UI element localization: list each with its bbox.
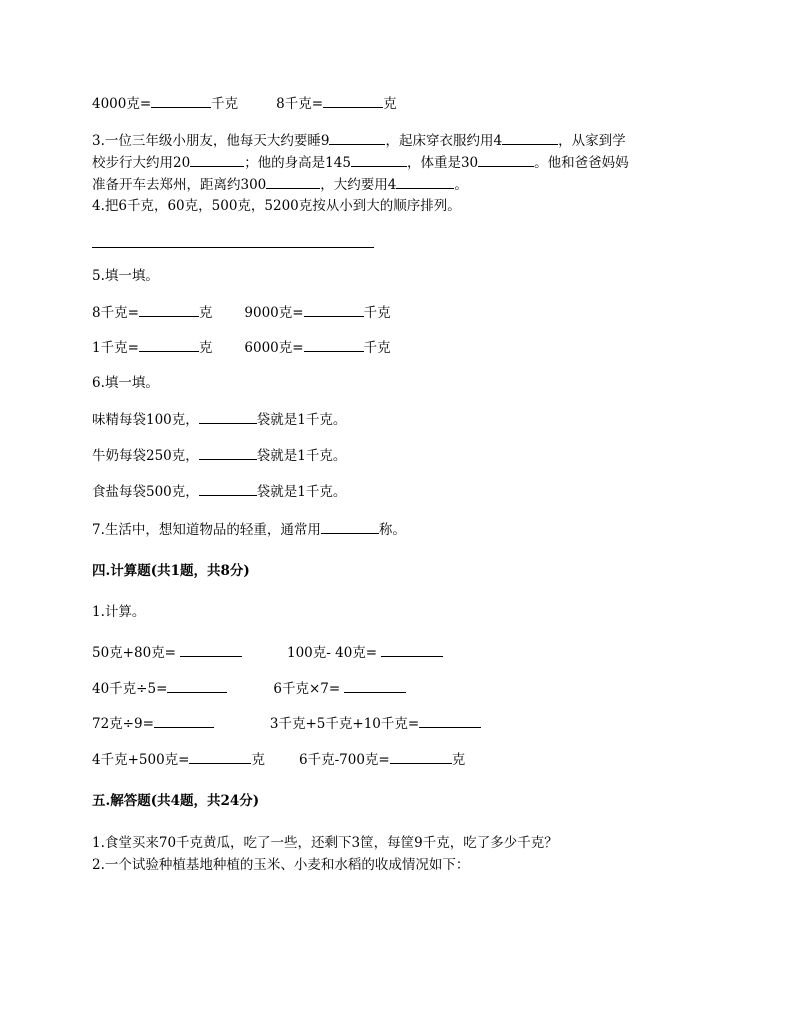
text: 6千克×7= [273, 681, 341, 697]
text: 克 [198, 305, 213, 321]
question-3-line-2 [92, 152, 629, 173]
answer-blank[interactable] [139, 337, 199, 352]
question-6-title: 6.填一填。 [92, 375, 159, 391]
answer-blank[interactable] [199, 409, 257, 424]
text: 准备开车去郑州，距离约300 [92, 177, 267, 193]
text: 8千克= [276, 96, 324, 112]
text: 100克- 40克= [286, 645, 378, 661]
text: 4000克= [92, 96, 152, 112]
answer-blank[interactable] [199, 445, 257, 460]
text: ，从家到学 [558, 133, 626, 149]
answer-blank[interactable] [199, 481, 257, 496]
text: 1千克= [92, 340, 139, 356]
text: 8千克= [92, 305, 139, 321]
question-6-row-2 [92, 445, 346, 466]
question-4: 4.把6千克，60克，500克，5200克按从小到大的顺序排列。 [92, 198, 461, 214]
answer-blank[interactable] [321, 519, 379, 534]
text: ，大约要用4 [320, 177, 397, 193]
section-5-heading: 五.解答题(共4题，共24分) [92, 793, 260, 809]
text: 袋就是1千克。 [256, 412, 347, 428]
answer-blank[interactable] [478, 152, 534, 167]
answer-blank[interactable] [154, 713, 214, 728]
text: 40千克÷5= [92, 681, 168, 697]
question-6-row-3 [92, 481, 346, 502]
text: 4千克+500克= [92, 752, 190, 768]
text: 9000克= [244, 305, 304, 321]
text: 千克 [211, 96, 239, 112]
answer-blank[interactable] [190, 152, 244, 167]
question-3-line-1 [92, 130, 626, 151]
answer-blank[interactable] [381, 642, 443, 657]
text: 克 [451, 752, 466, 768]
answer-blank[interactable] [139, 302, 199, 317]
text: 味精每袋100克， [92, 412, 199, 428]
answer-blank[interactable] [329, 130, 385, 145]
answer-blank[interactable] [151, 93, 211, 108]
text: 千克 [363, 340, 391, 356]
text: 克 [251, 752, 265, 768]
answer-blank[interactable] [323, 93, 383, 108]
text: 3.一位三年级小朋友，他每天大约要睡9 [92, 133, 330, 149]
text: ，体重是30 [406, 155, 479, 171]
question-5-title: 5.填一填。 [92, 268, 159, 284]
question-5-row-2 [92, 337, 391, 358]
text: 6000克= [244, 340, 304, 356]
text: ，起床穿衣服约用4 [385, 133, 503, 149]
answer-question-1: 1.食堂买来70千克黄瓜，吃了一些，还剩下3筐，每筐9千克，吃了多少千克？ [92, 835, 558, 851]
conversion-line-1 [92, 93, 397, 114]
answer-blank[interactable] [390, 749, 452, 764]
answer-blank[interactable] [396, 174, 454, 189]
calc-row-1 [92, 642, 443, 663]
calc-title: 1.计算。 [92, 604, 146, 620]
text: 。他和爸爸妈妈 [534, 155, 629, 171]
text: 千克 [363, 305, 391, 321]
question-6-row-1 [92, 409, 346, 430]
question-7 [92, 519, 406, 540]
answer-blank[interactable] [351, 152, 407, 167]
answer-blank[interactable] [189, 749, 251, 764]
calc-row-4 [92, 749, 465, 770]
text: 称。 [378, 522, 406, 538]
answer-blank[interactable] [344, 678, 406, 693]
answer-blank[interactable] [304, 337, 364, 352]
answer-blank[interactable] [266, 174, 320, 189]
text: 克 [198, 340, 213, 356]
text: 3千克+5千克+10千克= [269, 716, 420, 732]
text: ；他的身高是145 [244, 155, 351, 171]
text: 。 [454, 177, 468, 193]
section-4-heading: 四.计算题(共1题，共8分) [92, 563, 250, 579]
question-3-line-3 [92, 174, 468, 195]
answer-blank[interactable] [304, 302, 364, 317]
calc-row-3 [92, 713, 481, 734]
text: 72克÷9= [92, 716, 154, 732]
answer-line[interactable] [92, 247, 374, 248]
answer-blank[interactable] [502, 130, 558, 145]
text: 50克+80克= [92, 645, 176, 661]
text: 6千克-700克= [298, 752, 390, 768]
answer-blank[interactable] [167, 678, 227, 693]
question-5-row-1 [92, 302, 391, 323]
answer-blank[interactable] [180, 642, 242, 657]
text: 7.生活中，想知道物品的轻重，通常用 [92, 522, 321, 538]
answer-blank[interactable] [419, 713, 481, 728]
answer-question-2: 2.一个试验种植基地种植的玉米、小麦和水稻的收成情况如下： [92, 857, 470, 873]
text: 克 [383, 96, 397, 112]
text: 袋就是1千克。 [256, 484, 347, 500]
text: 袋就是1千克。 [256, 448, 347, 464]
text: 食盐每袋500克， [92, 484, 199, 500]
text: 牛奶每袋250克， [92, 448, 199, 464]
text: 校步行大约用20 [92, 155, 191, 171]
calc-row-2 [92, 678, 406, 699]
